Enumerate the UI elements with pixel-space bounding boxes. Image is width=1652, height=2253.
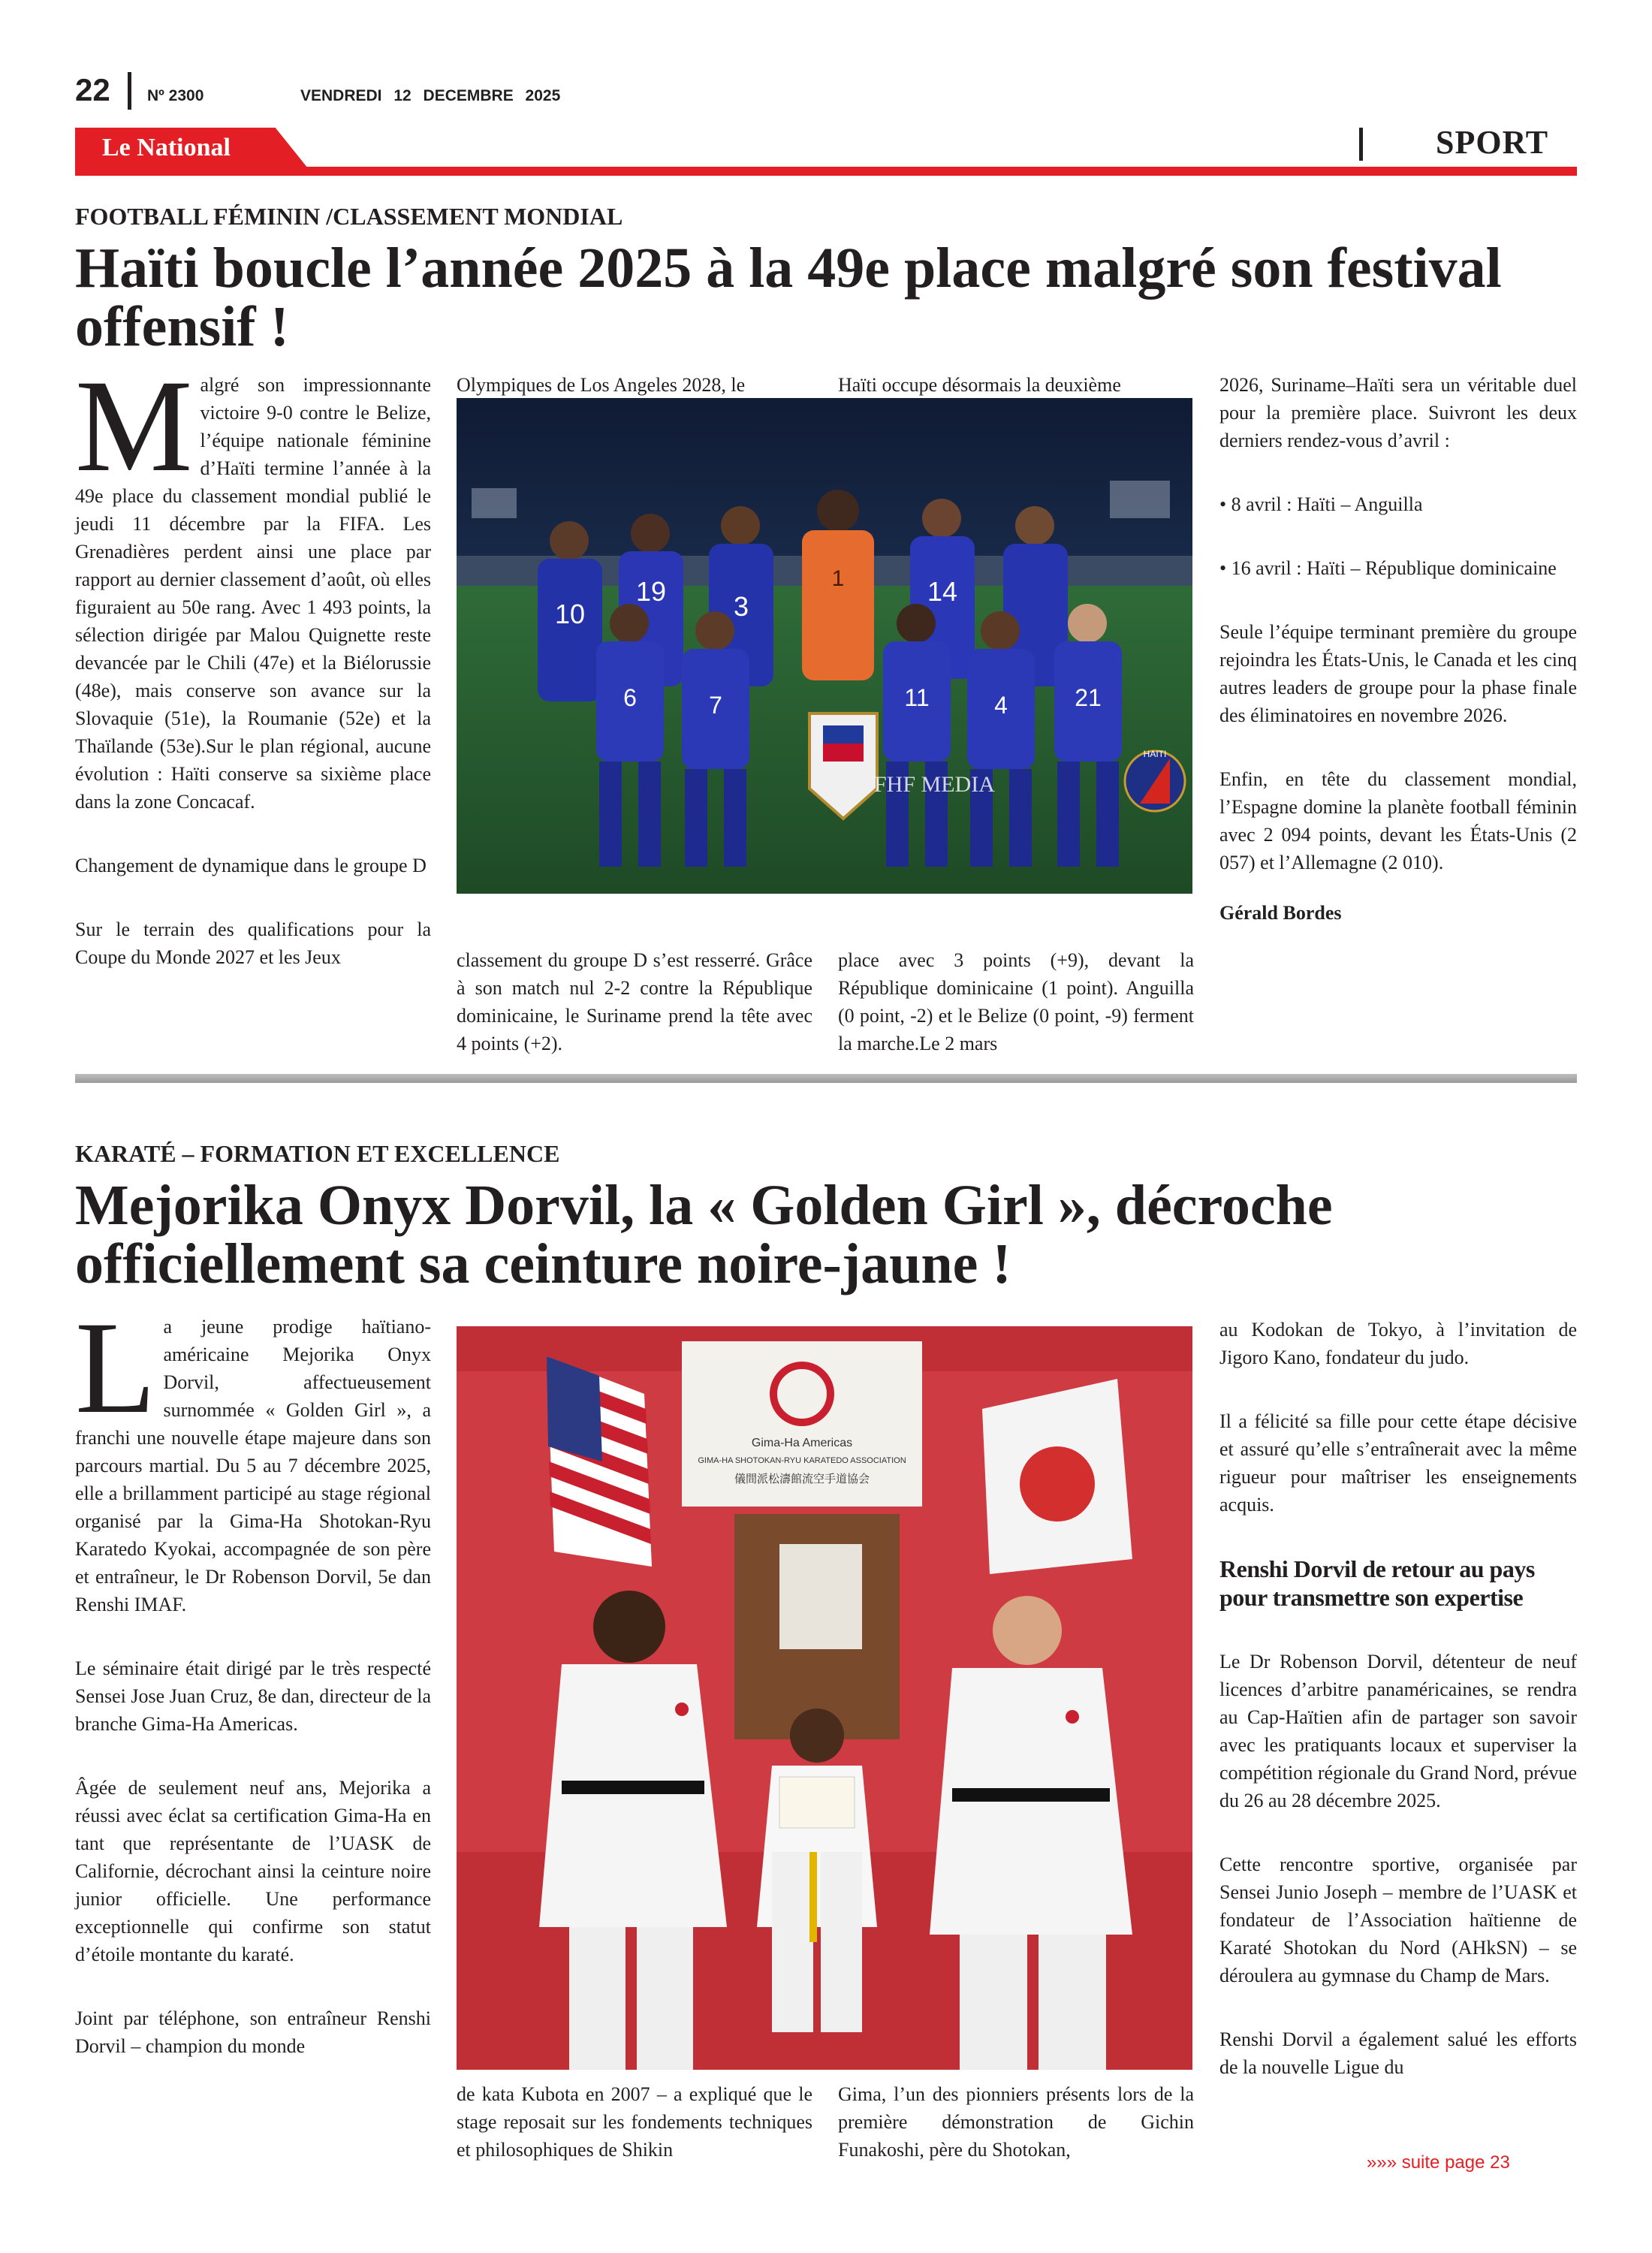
- section-title: SPORT: [1436, 124, 1549, 161]
- article1-column-4: [1219, 371, 1577, 963]
- jersey-number: 11: [904, 684, 930, 711]
- article2-paragraph: Renshi Dorvil a également salué les efforts de la nouvelle Ligue du: [1219, 2028, 1577, 2078]
- article2-paragraph: Le séminaire était dirigé par le très respecté Sensei Jose Juan Cruz, 8e dan, directeur de la branche Gima-Ha Americas.: [75, 1657, 431, 1735]
- banner-line-2: GIMA-HA SHOTOKAN-RYU KARATEDO ASSOCIATION: [698, 1456, 906, 1465]
- article1-list-item: • 16 avril : Haïti – République dominicaine: [1219, 557, 1557, 579]
- team-photo-illustration: [457, 398, 1192, 894]
- article1-column-3-top: Haïti occupe désormais la deuxième: [838, 374, 1121, 396]
- article2-subhead: Renshi Dorvil de retour au pays pour transmettre son expertise: [1219, 1555, 1535, 1611]
- karate-photo-illustration: [457, 1326, 1192, 2070]
- article1-column-1: [75, 353, 431, 1007]
- article2-paragraph: Joint par téléphone, son entraîneur Renshi Dorvil – champion du monde: [75, 2007, 431, 2057]
- article2-paragraph: Le Dr Robenson Dorvil, détenteur de neuf licences d’arbitre panaméricaines, se rendra au Cap-Haïtien afin de partager son savoir avec les pratiquants locaux et superviser la compétition régionale du Grand Nord, prévue du 26 au 28 décembre 2025.: [1219, 1651, 1577, 1811]
- article2-headline: Mejorika Onyx Dorvil, la « Golden Girl », décroche officiellement sa ceinture noire-jaune !: [75, 1174, 1333, 1295]
- brand-name: Le National: [102, 134, 231, 161]
- article1-dropcap: M: [75, 353, 193, 499]
- article-divider: [75, 1074, 1577, 1083]
- article2-paragraph: Il a félicité sa fille pour cette étape décisive et assuré qu’elle s’entraînerait avec la même rigueur pour maîtriser les enseignements acquis.: [1219, 1410, 1577, 1516]
- article1-column-3-bottom: place avec 3 points (+9), devant la République dominicaine (1 point). Anguilla (0 point, -2) et le Belize (0 point, -9) ferment la marche.Le 2 mars: [838, 949, 1194, 1054]
- article1-paragraph: algré son impressionnante victoire 9-0 contre le Belize, l’équipe nationale féminine d’Haïti termine l’année à la 49e place du classement mondial publié le jeudi 11 décembre par la FIFA. Les Grenadières perdent ainsi une place par rapport au dernier classement d’août, où elles figuraient au 50e rang. Avec 1 493 points, la sélection dirigée par Malou Quignette reste devancée par le Chili (47e) et la Biélorussie (48e), mais conserve son avance sur la Slovaquie (51e), la Roumanie (52e) et la Thaïlande (53e).Sur le plan régional, aucune évolution : Haïti conserve sa sixième place dans la zone Concacaf.: [75, 374, 431, 813]
- karate-photo: [457, 1326, 1192, 2070]
- header-rule: [75, 167, 1577, 176]
- article1-kicker: FOOTBALL FÉMININ /CLASSEMENT MONDIAL: [75, 203, 623, 230]
- badge-text: HAITI: [1143, 749, 1167, 759]
- jersey-number: 1: [831, 566, 845, 591]
- japan-flag-icon: [982, 1379, 1132, 1574]
- continued-on-page[interactable]: »»» suite page 23: [1367, 2152, 1510, 2173]
- banner-line-1: Gima-Ha Americas: [751, 1437, 853, 1449]
- article2-paragraph: Âgée de seulement neuf ans, Mejorika a réussi avec éclat sa certification Gima-Ha en tant que représentante de l’UASK de Californie, décrochant ainsi la ceinture noire junior officielle. Une performance exceptionnelle qui confirme son statut d’étoile montante du karaté.: [75, 1777, 431, 1965]
- article1-paragraph: Seule l’équipe terminant première du groupe rejoindra les États-Unis, le Canada et les cinq autres leaders de groupe pour la phase finale des éliminatoires en novembre 2026.: [1219, 621, 1577, 726]
- article1-column-2-bottom: classement du groupe D s’est resserré. Grâce à son match nul 2-2 contre la République dominicaine, le Suriname prend la tête avec 4 points (+2).: [457, 949, 812, 1054]
- publication-date: VENDREDI 12 DECEMBRE 2025: [300, 87, 561, 104]
- jersey-number: 4: [994, 692, 1008, 719]
- jersey-number: 14: [927, 576, 958, 607]
- haiti-crest-icon: [1125, 749, 1185, 811]
- issue-number: Nº 2300: [147, 87, 204, 104]
- article1-headline: Haïti boucle l’année 2025 à la 49e place malgré son festival offensif !: [75, 237, 1502, 358]
- article1-subhead: Changement de dynamique dans le groupe D: [75, 855, 427, 876]
- article1-paragraph: Sur le terrain des qualifications pour la Coupe du Monde 2027 et les Jeux: [75, 918, 431, 968]
- article2-paragraph: au Kodokan de Tokyo, à l’invitation de Jigoro Kano, fondateur du judo.: [1219, 1319, 1577, 1368]
- jersey-number: 3: [733, 591, 749, 622]
- article2-column-3-bottom: Gima, l’un des pionniers présents lors de la première démonstration de Gichin Funakoshi, père du Shotokan,: [838, 2083, 1194, 2161]
- article1-paragraph: Enfin, en tête du classement mondial, l’Espagne domine la planète football féminin avec 2 094 points, devant les États-Unis (2 057) et l’Allemagne (2 010).: [1219, 768, 1577, 873]
- jersey-number: 21: [1075, 684, 1102, 711]
- photo-watermark: FHF MEDIA: [874, 772, 995, 797]
- article1-column-2-top: Olympiques de Los Angeles 2028, le: [457, 374, 746, 396]
- article1-list-item: • 8 avril : Haïti – Anguilla: [1219, 493, 1423, 515]
- article2-column-2-bottom: de kata Kubota en 2007 – a expliqué que le stage reposait sur les fondements techniques et philosophiques de Shikin: [457, 2083, 812, 2161]
- article2-paragraph: Cette rencontre sportive, organisée par Sensei Junio Joseph – membre de l’UASK et fondateur de l’Association haïtienne de Karaté Shotokan du Nord (AHkSN) – se déroulera au gymnase du Champ de Mars.: [1219, 1853, 1577, 1986]
- header-divider: [128, 72, 131, 110]
- article2-paragraph: a jeune prodige haïtiano-américaine Mejorika Onyx Dorvil, affectueusement surnommée « Golden Girl », a franchi une nouvelle étape majeure dans son parcours martial. Du 5 au 7 décembre 2025, elle a brillamment participé au stage régional organisé par la Gima-Ha Shotokan-Ryu Karatedo Kyokai, accompagnée de son père et entraîneur, le Dr Robenson Dorvil, 5e dan Renshi IMAF.: [75, 1316, 431, 1615]
- article1-paragraph: 2026, Suriname–Haïti sera un véritable duel pour la première place. Suivront les deux derniers rendez-vous d’avril :: [1219, 374, 1577, 451]
- page-number: 22: [75, 72, 110, 107]
- section-divider: [1359, 128, 1363, 161]
- article2-kicker: KARATÉ – FORMATION ET EXCELLENCE: [75, 1140, 560, 1167]
- jersey-number: 10: [554, 599, 586, 629]
- jersey-number: 6: [623, 684, 637, 711]
- article2-dropcap: L: [75, 1295, 156, 1441]
- article2-column-4: [1219, 1316, 1577, 2117]
- banner-line-3: 儀間派松濤館流空手道協会: [734, 1472, 870, 1485]
- jersey-number: 7: [709, 692, 722, 719]
- team-photo: [457, 398, 1192, 894]
- article2-column-1: [75, 1295, 431, 2096]
- jersey-number: 19: [635, 576, 667, 607]
- association-banner: [682, 1341, 922, 1507]
- article1-author: Gérald Bordes: [1219, 902, 1342, 924]
